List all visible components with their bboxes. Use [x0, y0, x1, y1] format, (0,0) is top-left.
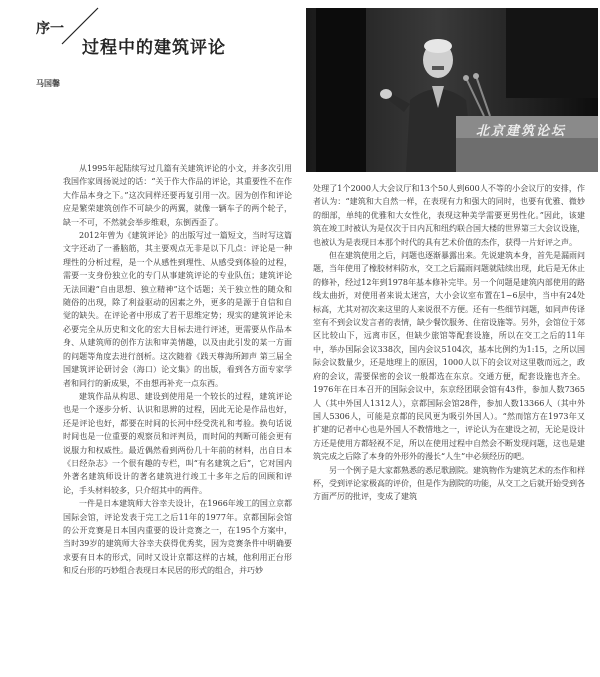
paragraph: 2012年曾为《建筑评论》的出版写过一篇短文，当时写这篇文字还动了一番脑筋，其主要观点无非是以下几点：评论是一种理性的分析过程，是一个从感性到理性、从感受到体验的过程，需要一支身份独立化的专门从事建筑评论的专业队伍；建筑评论无法回避“自由思想、独立精神”这个话题；关于独立性的随众和随俗的出现，除了利益驱动的因素之外，更多的是源于自信和自觉的缺失。在评论者中形成了若干思维定势；现实的建筑评论未必要完全从历史和文化的宏大目标去进行评述，更需要从作品本身、从建筑师的创作方法和审美情趣，以及由此引发的某一方面的问题等角度去进行剖析。这次随着《践天尊海所卸声 第三届全国建筑评论研讨会（海口）论文集》的出版，看到各方面专家学者和同行的新成果，不由想再补充一点东西。 [63, 231, 292, 388]
section-kicker: 序一 [36, 21, 64, 37]
paragraph: 另一个例子是大家都熟悉的悉尼歌剧院。建筑物作为建筑艺术的杰作和样杯，受到评论家极高的评价，但是作为剧院的功能，从交工之后就开始受到各方面严厉的批评，变成了建筑 [313, 465, 585, 502]
article-author: 马国馨 [36, 78, 60, 88]
article-title: 过程中的建筑评论 [82, 38, 226, 58]
paragraph: 建筑作品从构思、建设到使用是一个较长的过程，建筑评论也是一个逐步分析、认识和思辨的过程，因此无论是作品也好，还是评论也好，都要在时间的长河中经受洗礼和考验。换句话说时间也是一位重要的观察员和评判员，而时间的判断可能会更有说服力和权威性。最近偶然看到两份几十年前的材料，出自日本《日经杂志》一个很有趣的专栏，叫“有名建筑之后”，它对国内外著名建筑师设计的著名建筑进行竣工十多年之后的回顾和评论，手头材料较多，只介绍其中的两件。 [63, 391, 292, 495]
paragraph: 一件是日本建筑师大谷幸夫设计，在1966年竣工的国立京都国际会馆，评论发表于完工之后11年的1977年。京都国际会馆的公开竞赛是日本国内重要的设计竞赛之一，在195个方案中，当时39岁的建筑师大谷幸夫获得优秀奖，因为竞赛条件中明确要求要有日本的形式，同时又设计京都这样的古城，他利用正台形和反台形的巧妙组合表现日本民居的形式的组合，并巧妙 [63, 499, 292, 576]
text-column-left [63, 162, 292, 672]
podium-banner-text: 北京建筑论坛 [476, 124, 567, 139]
paragraph: 从1995年起陆续写过几篇有关建筑评论的小文，并多次引用我国作家周扬说过的话：“关于作大作品的评论，其重要性不在作大作品本身之下。”这次同样还要再复引用一次。因为创作和评论应是繁荣建筑创作不可缺少的两翼，就像一辆车子的两个轮子，缺一不可，不然就会举步维艰，东倒西歪了。 [63, 164, 292, 227]
text-column-right [313, 182, 585, 674]
paragraph: 但在建筑使用之后，问题也逐渐暴露出来。先说建筑本身，首先是漏雨问题，当年使用了橡胶材料防水，交工之后漏雨问题就陆续出现，此后是无休止的修补，经过12年到1978年基本修补完毕。另一个问题是建筑内部使用的路线太曲折，对使用者来说太迷宫，大小会议室布置在1~6层中，当中有24处标高，尤其对初次来这里的人来说很不方便。还有一些细节问题，如同声传译室有不到会议发言者的表情，缺少餐饮服务、住宿设施等。另外，会馆位于郊区比较山下，远离市区，但缺少旅馆等配套设施，所以在交工之后的11年中，举办国际会议338次，国内会议5104次，基本比例约为1:15，之所以国际会议数量少，还是地理上的原因，1000人以下的会议对这里敬而远之，政府的会议，需要保密的会议一般都选在东京。交通方便，配套设施也齐全。1976年在日本召开的国际会议中，东京经团联会馆有43件，参加人数7365人（其中外国人1312人），京都国际会馆28件，参加人数13366人（其中外国人5306人，可能是京都的民风更为吸引外国人）。“然而馆方在1973年又扩建的记者中心也是外国人不教惜地之一，评论认为在建设之初，无论是设计方还是使用方都轻视不足，所以在使用过程中自然会不断发现问题，这也是建筑完成之后除了本身的外形外的漫长“人生”中必须经历的吧。 [313, 251, 585, 462]
speaker-photo [306, 8, 598, 172]
photo-illustration [306, 8, 598, 172]
paragraph: 处理了1个2000人大会议厅和13个50人到600人不等的小会议厅的安排，作者认为：“建筑和大自然一样，在表现有力和强大的同时，也要有优雅、微妙的细部，单纯的优雅和大女性化，表现这种美学需要更男性化。”因此，该建筑在竣工时被认为是仅次于日内瓦和纽约联合国大楼的世界第三大会议设施，也被认为是表现日本那个时代的具有艺术价值的杰作，获得一片好评之声。 [313, 184, 585, 247]
